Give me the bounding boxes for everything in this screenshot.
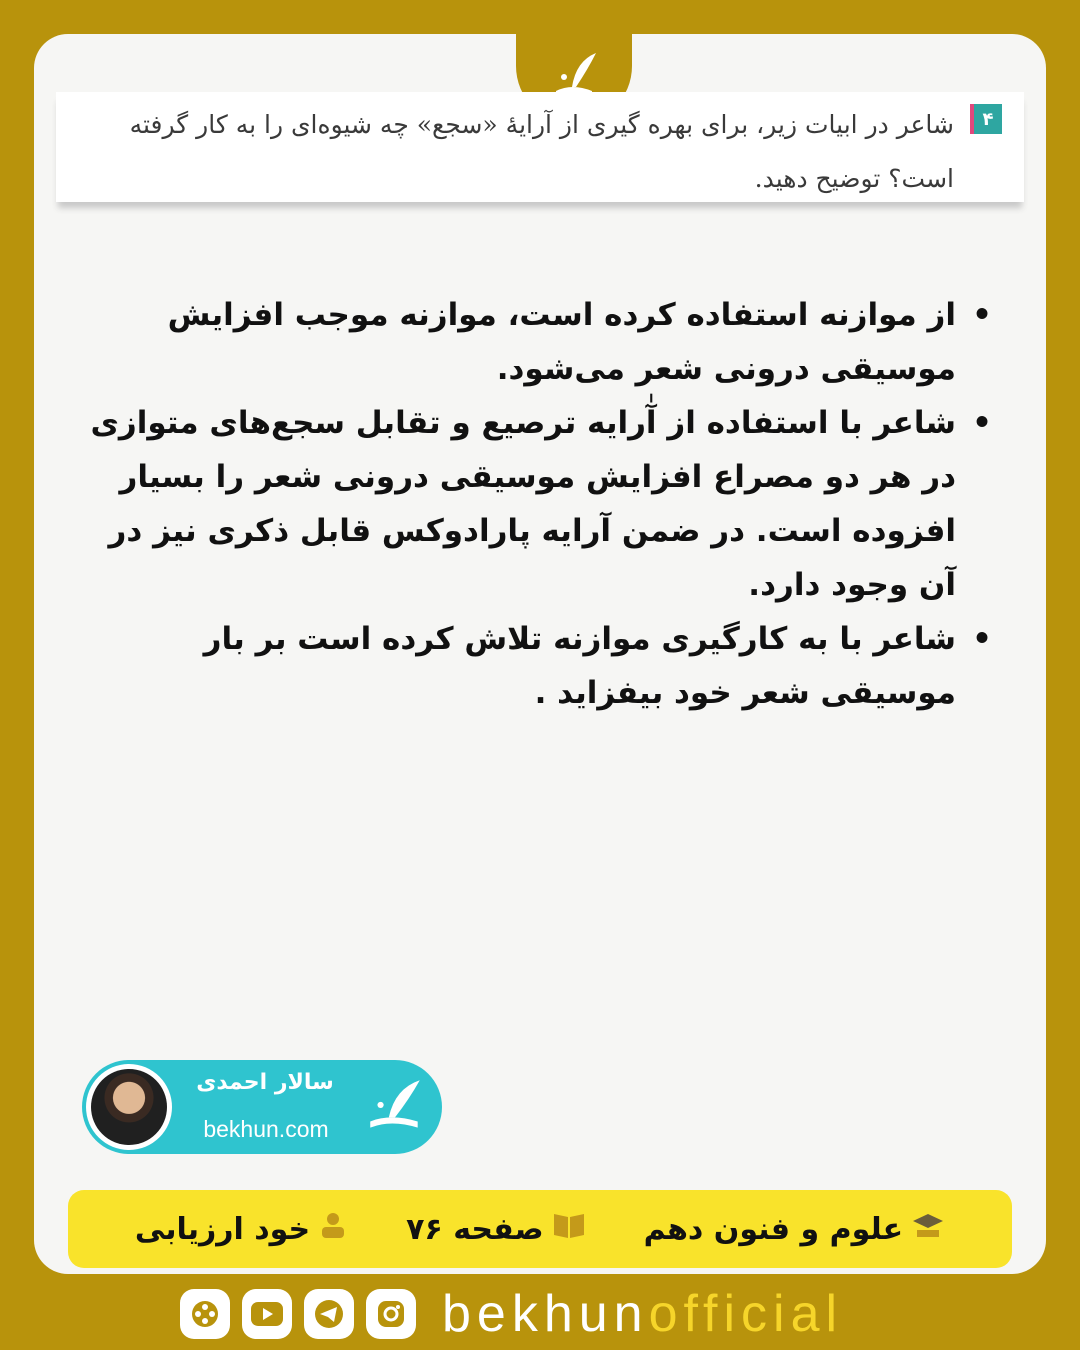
answer-item: • از موازنه استفاده کرده است، موازنه موجب افزایش موسیقی درونی شعر می‌شود.	[80, 288, 970, 396]
user-icon	[318, 1210, 348, 1248]
author-site[interactable]: bekhun.com	[203, 1116, 329, 1142]
question-text: شاعر در ابیات زیر، برای بهره گیری از آرایهٔ «سجع» چه شیوه‌ای را به کار گرفته است؟ توضیح دهید.	[129, 110, 954, 193]
youtube-icon[interactable]	[242, 1289, 292, 1339]
book-icon	[552, 1210, 586, 1248]
instagram-icon[interactable]	[366, 1289, 416, 1339]
avatar	[86, 1064, 172, 1150]
brand-name: bekhunofficial	[442, 1285, 844, 1343]
answer-item: • شاعر با به کارگیری موازنه تلاش کرده است بر بار موسیقی شعر خود بیفزاید .	[80, 612, 970, 720]
logo-icon	[362, 1074, 428, 1144]
question-box	[56, 92, 1024, 202]
page-label: صفحه ۷۶	[406, 1210, 585, 1248]
bottom-info-bar	[68, 1190, 1012, 1268]
section-label: خود ارزیابی	[135, 1210, 348, 1248]
answer-list	[80, 288, 992, 720]
graduation-cap-icon	[911, 1210, 945, 1248]
author-badge[interactable]	[82, 1060, 442, 1154]
film-icon[interactable]	[180, 1289, 230, 1339]
footer	[180, 1284, 900, 1344]
subject-label: علوم و فنون دهم	[644, 1210, 946, 1248]
telegram-icon[interactable]	[304, 1289, 354, 1339]
answer-item: • شاعر با استفاده از آٰرایه ترصیع و تقابل سجع‌های متوازی در هر دو مصراع افزایش موسیقی درونی شعر را بسیار افزوده است. در ضمن آرایه پارادوکس قابل ذکری نیز در آن وجود دارد.	[80, 396, 970, 612]
question-number: ۴	[970, 104, 1002, 134]
author-name: سالار احمدی	[196, 1070, 334, 1095]
